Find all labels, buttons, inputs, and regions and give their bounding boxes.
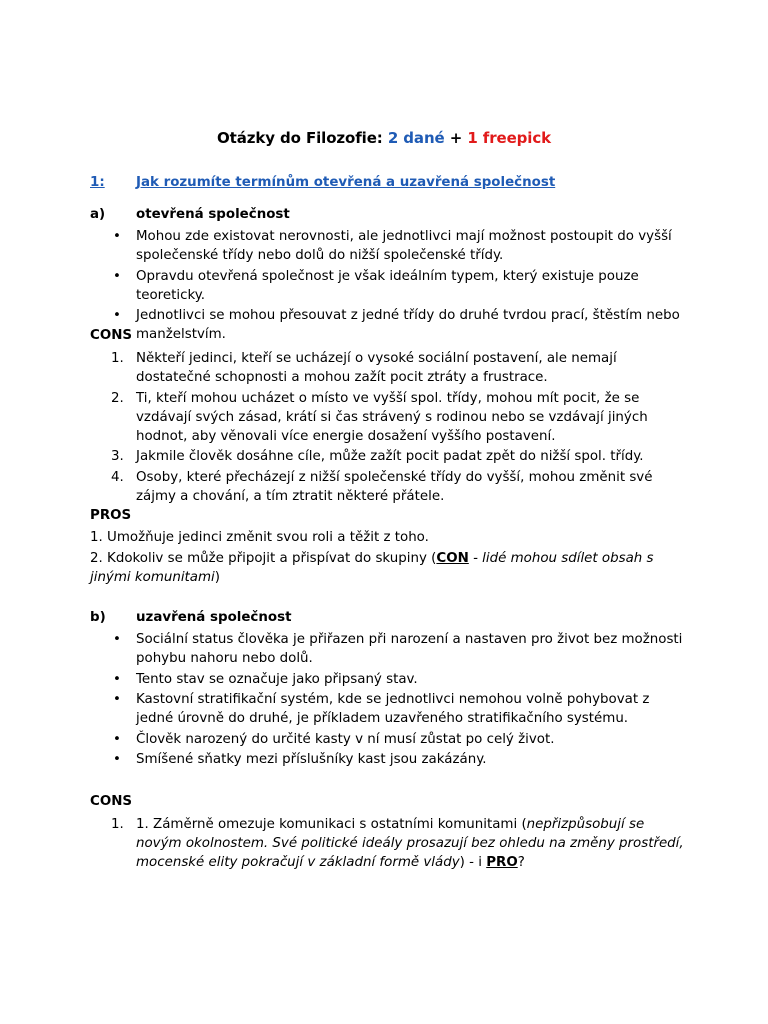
list-number: 1.: [111, 351, 124, 366]
section-a-cons-list: [90, 349, 690, 507]
list-number: 2.: [111, 390, 124, 406]
list-number: 4.: [111, 469, 124, 485]
list-item-text: Jednotlivci se mohou přesouvat z jedné třídy do druhé tvrdou prací, štěstím nebo manželstvím.: [136, 308, 680, 342]
list-item-text: Někteří jedinci, kteří se ucházejí o vysoké sociální postavení, ale nemají dostatečné schopnosti a mohou zažít pocit ztráty a frustrace.: [136, 351, 617, 385]
cons-item-end: ?: [517, 855, 525, 870]
bullet-glyph: •: [113, 268, 121, 284]
question-number: 1:: [90, 175, 105, 190]
cons-item-note: nepřizpůsobují se novým okolnostem. Své politické ideály prosazují bez ohledu na změny prostředí, mocenské elity pokračují v základní formě vlády: [136, 817, 684, 870]
cons-item-start: 1. Záměrně omezuje komunikaci s ostatními komunitami (: [136, 817, 527, 832]
title-blue-part: 2 dané: [387, 129, 445, 147]
list-item-text: Osoby, které přecházejí z nižší společenské třídy do vyšší, mohou změnit své zájmy a chování, a tím ztratit některé přátele.: [136, 469, 653, 504]
bullet-glyph: •: [113, 731, 121, 747]
section-b-cons-heading: CONS: [90, 794, 133, 809]
section-a-title: otevřená společnost: [136, 207, 290, 222]
list-number: 3.: [111, 449, 124, 464]
list-item: [90, 349, 690, 387]
con-tag: CON: [436, 550, 469, 566]
list-item: [90, 306, 690, 344]
list-item-text: Jakmile člověk dosáhne cíle, může zažít pocit padat zpět do nižší spol. třídy.: [136, 449, 644, 464]
section-b-title: uzavřená společnost: [136, 610, 292, 625]
list-number: 1.: [111, 817, 124, 832]
question-text: Jak rozumíte termínům otevřená a uzavřená společnost: [136, 175, 556, 190]
list-item: [90, 670, 690, 689]
bullet-glyph: •: [113, 229, 121, 244]
pros-item-2-end: ): [214, 569, 221, 585]
title-red-part: 1 freepick: [467, 129, 552, 147]
pros-item-2-start: 2. Kdokoliv se může připojit a přispívat do skupiny (: [90, 550, 437, 566]
title-plus: +: [444, 129, 468, 147]
pros-item-2-note: - lidé mohou sdílet obsah s jinými komunitami: [90, 550, 654, 585]
list-item-text: Sociální status člověka je přiřazen při narození a nastaven pro život bez možnosti pohybu nahoru nebo dolů.: [136, 632, 683, 666]
list-item: [90, 468, 690, 506]
list-item: [90, 815, 690, 872]
list-item: [90, 750, 690, 769]
title-prefix: Otázky do Filozofie:: [216, 129, 388, 147]
section-b-marker: b): [90, 610, 106, 625]
list-item-text: Tento stav se označuje jako připsaný stav.: [136, 671, 418, 687]
section-a-heading: [90, 207, 290, 222]
pros-item-1: 1. Umožňuje jedinci změnit svou roli a těžit z toho.: [90, 530, 429, 545]
section-a-bullet-list: [90, 227, 690, 346]
section-a-marker: a): [90, 207, 106, 222]
list-item-text: Ti, kteří mohou ucházet o místo ve vyšší spol. třídy, mohou mít pocit, že se vzdávají svých zásad, krátí si čas strávený s rodinou nebo se vzdávají jiných hodnot, aby věnovali více energie dosažení vyššího postavení.: [136, 390, 648, 444]
section-a-pros-heading: PROS: [90, 508, 132, 523]
list-item: [90, 227, 690, 265]
list-item: [90, 267, 690, 305]
section-b-heading: [90, 610, 292, 625]
page-title: [0, 129, 768, 147]
list-item-text: Smíšené sňatky mezi příslušníky kast jsou zakázány.: [136, 752, 487, 767]
list-item: [90, 447, 690, 466]
bullet-glyph: •: [113, 308, 121, 323]
bullet-glyph: •: [113, 692, 121, 707]
list-item: [90, 389, 690, 446]
bullet-glyph: •: [113, 752, 121, 767]
list-item: [90, 690, 690, 728]
list-item-text: Mohou zde existovat nerovnosti, ale jednotlivci mají možnost postoupit do vyšší společenské třídy nebo dolů do nižší společenské třídy.: [136, 229, 672, 263]
cons-item-mid: ) - i: [459, 855, 487, 870]
list-item: [90, 630, 690, 668]
list-item: [90, 730, 690, 749]
bullet-glyph: •: [113, 632, 121, 647]
section-a-pros: [90, 528, 690, 588]
list-item-text: Člověk narozený do určité kasty v ní musí zůstat po celý život.: [136, 731, 555, 747]
section-b-cons-list: [90, 815, 690, 874]
list-item-text: Kastovní stratifikační systém, kde se jednotlivci nemohou volně pohybovat z jedné úrovně do druhé, je příkladem uzavřeného stratifikačního systému.: [136, 692, 650, 726]
list-item-text: Opravdu otevřená společnost je však ideálním typem, který existuje pouze teoreticky.: [136, 268, 639, 303]
pro-tag: PRO: [486, 855, 518, 870]
bullet-glyph: •: [113, 671, 121, 687]
section-b-bullet-list: [90, 630, 690, 771]
section-a-cons-heading: CONS: [90, 328, 133, 343]
pros-item-2: [90, 549, 690, 587]
